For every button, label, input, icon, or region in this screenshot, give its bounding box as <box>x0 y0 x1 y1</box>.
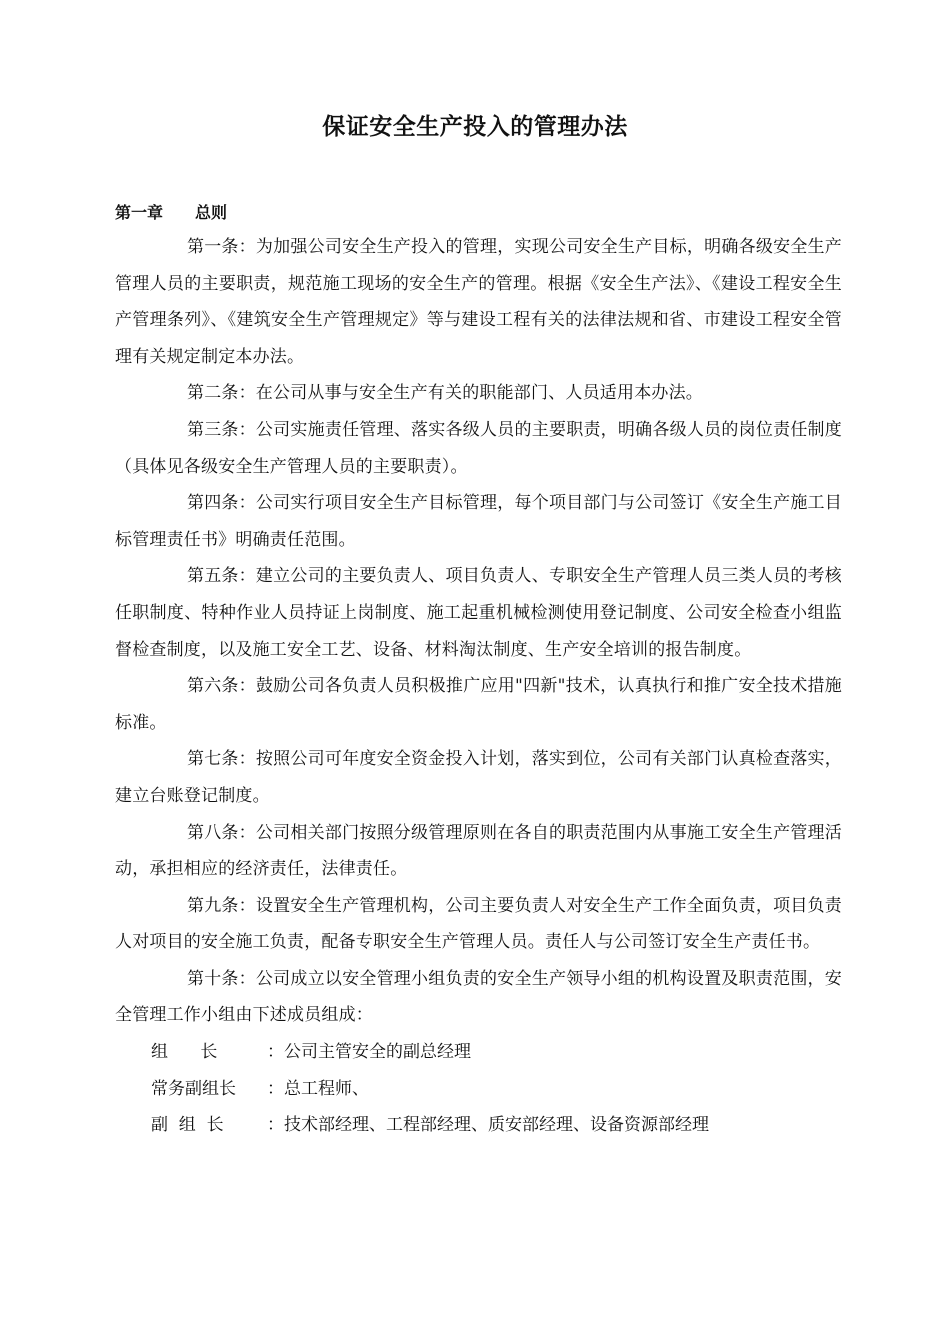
article-label: 第五条 <box>187 566 239 587</box>
article-10 <box>115 961 842 1034</box>
article-text: ：在公司从事与安全生产有关的职能部门、人员适用本办法。 <box>238 383 704 404</box>
member-role: 组 长 <box>151 1042 218 1063</box>
article-3 <box>115 412 842 485</box>
article-label: 第十条 <box>187 968 239 989</box>
article-text: ：为加强公司安全生产投入的管理，实现公司安全生产目标，明确各级安全生产管理人员的主要职责，规范施工现场的安全生产的管理。根据《安全生产法》、《建设工程安全生产管理条列》、《建筑安全生产管理规定》等与建设工程有关的法律法规和省、市建设工程安全管理有关规定制定本办法。 <box>115 237 842 367</box>
article-label: 第九条 <box>187 895 239 916</box>
article-text: ：按照公司可年度安全资金投入计划，落实到位，公司有关部门认真检查落实，建立台账登记制度。 <box>115 749 842 806</box>
member-deputy <box>115 1107 842 1144</box>
document-title: 保证安全生产投入的管理办法 <box>322 114 628 140</box>
article-8 <box>115 815 842 888</box>
member-value: ：总工程师、 <box>267 1078 369 1099</box>
article-4 <box>115 485 842 558</box>
article-2 <box>115 375 842 412</box>
member-role: 副 组 长 <box>151 1115 224 1136</box>
article-text: ：公司成立以安全管理小组负责的安全生产领导小组的机构设置及职责范围，安全管理工作小组由下述成员组成： <box>115 968 842 1026</box>
article-label: 第七条 <box>187 749 239 770</box>
article-6 <box>115 668 842 741</box>
article-label: 第六条 <box>187 676 239 697</box>
chapter-heading <box>115 200 227 223</box>
document-body <box>115 229 842 1144</box>
article-label: 第八条 <box>187 822 239 843</box>
article-label: 第一条 <box>187 237 239 257</box>
chapter-number: 第一章 <box>115 203 164 222</box>
article-label: 第二条 <box>187 383 239 404</box>
article-5 <box>115 558 842 668</box>
article-label: 第三条 <box>187 419 239 440</box>
member-value: ：公司主管安全的副总经理 <box>267 1042 471 1063</box>
member-value: ：技术部经理、工程部经理、质安部经理、设备资源部经理 <box>267 1115 709 1136</box>
member-leader <box>115 1034 842 1071</box>
article-text: ：鼓励公司各负责人员积极推广应用"四新"技术，认真执行和推广安全技术措施标准。 <box>115 676 842 733</box>
article-text: ：公司实行项目安全生产目标管理，每个项目部门与公司签订《安全生产施工目标管理责任书》明确责任范围。 <box>115 493 842 550</box>
member-role: 常务副组长 <box>151 1078 236 1099</box>
article-text: ：公司相关部门按照分级管理原则在各自的职责范围内从事施工安全生产管理活动，承担相应的经济责任，法律责任。 <box>115 822 842 880</box>
chapter-name: 总则 <box>195 203 228 222</box>
article-text: ：公司实施责任管理、落实各级人员的主要职责，明确各级人员的岗位责任制度（具体见各级安全生产管理人员的主要职责）。 <box>115 419 842 477</box>
member-executive-deputy <box>115 1071 842 1108</box>
article-9 <box>115 888 842 961</box>
article-7 <box>115 741 842 814</box>
article-text: ：建立公司的主要负责人、项目负责人、专职安全生产管理人员三类人员的考核任职制度、特种作业人员持证上岗制度、施工起重机械检测使用登记制度、公司安全检查小组监督检查制度，以及施工安全工艺、设备、材料淘汰制度、生产安全培训的报告制度。 <box>115 566 842 660</box>
article-1 <box>115 229 842 375</box>
article-label: 第四条 <box>187 493 239 514</box>
article-text: ：设置安全生产管理机构，公司主要负责人对安全生产工作全面负责，项目负责人对项目的安全施工负责，配备专职安全生产管理人员。责任人与公司签订安全生产责任书。 <box>115 895 842 953</box>
